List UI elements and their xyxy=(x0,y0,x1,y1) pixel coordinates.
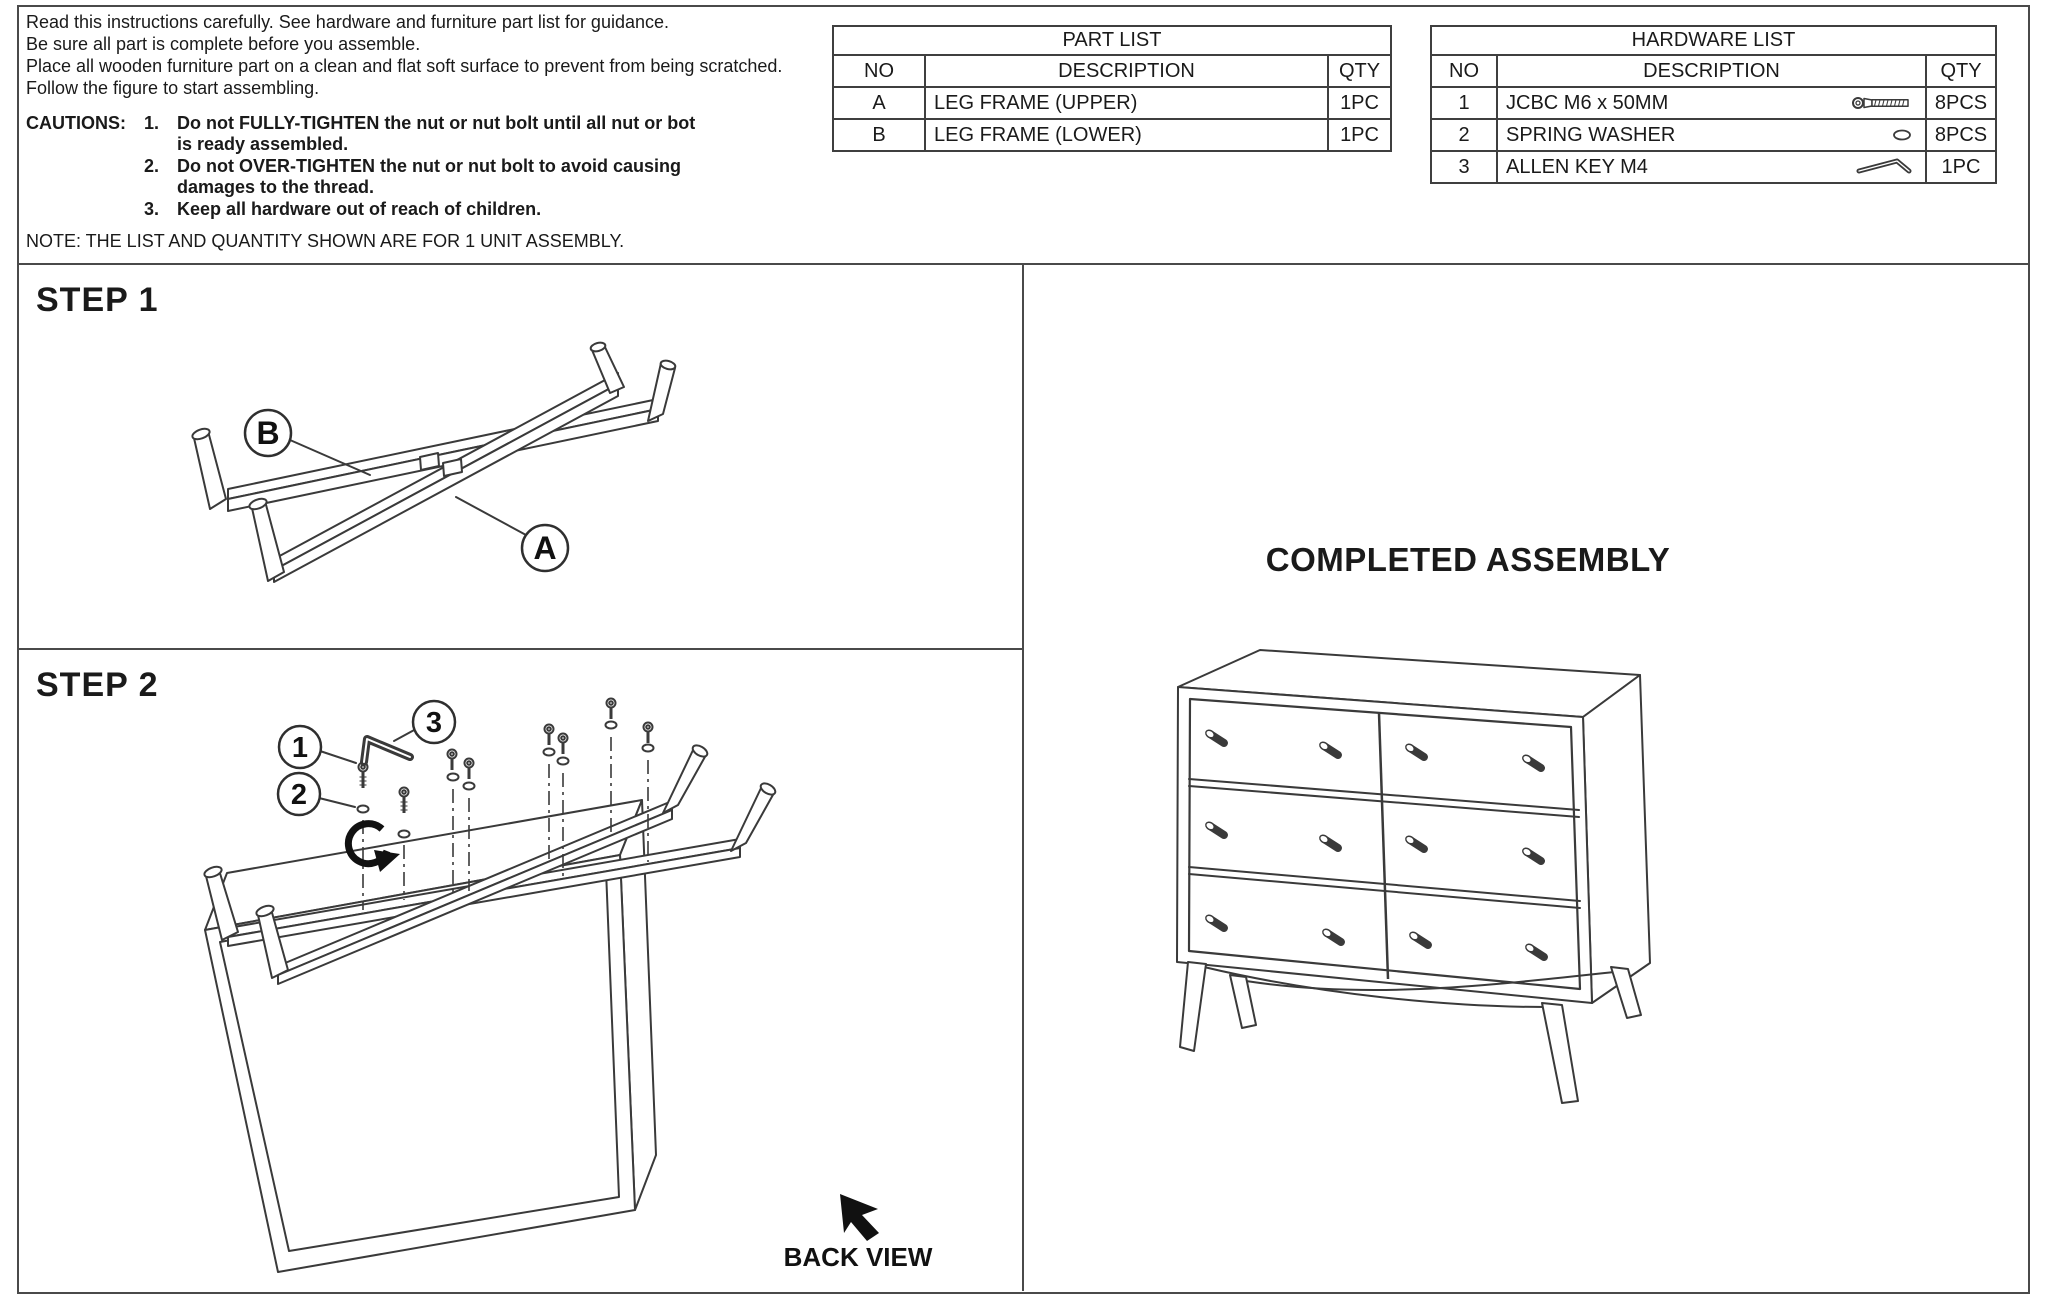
hardware-description: JCBC M6 x 50MM xyxy=(1506,91,1669,114)
col-no: NO xyxy=(1431,55,1497,87)
caution-text xyxy=(177,199,541,220)
step1-leg-frame-drawing xyxy=(18,263,1022,648)
caution-item xyxy=(144,199,816,220)
label-2 xyxy=(278,773,355,815)
part-list-table xyxy=(832,25,1392,152)
allen-key-icon xyxy=(1855,156,1917,178)
hardware-description: ALLEN KEY M4 xyxy=(1506,155,1648,178)
hardware-list-title: HARDWARE LIST xyxy=(1431,26,1996,55)
label-3 xyxy=(394,701,455,743)
table-row xyxy=(833,119,1391,151)
table-header-row xyxy=(1431,55,1996,87)
col-description: DESCRIPTION xyxy=(1497,55,1926,87)
bolt-icon xyxy=(1851,93,1917,113)
part-qty: 1PC xyxy=(1328,119,1391,151)
instructions-block xyxy=(26,11,782,99)
caution-number: 3. xyxy=(144,199,160,219)
spring-washer-icon xyxy=(1887,127,1917,143)
label-1 xyxy=(279,726,356,768)
caution-number: 1. xyxy=(144,113,160,133)
col-qty: QTY xyxy=(1926,55,1996,87)
hardware-no: 1 xyxy=(1431,87,1497,119)
cautions-label: CAUTIONS: xyxy=(26,113,126,133)
dresser-body xyxy=(1177,650,1650,1003)
hardware-qty: 8PCS xyxy=(1926,119,1996,151)
caution-text-line: Do not FULLY-TIGHTEN the nut or nut bolt until all nut or bot xyxy=(177,113,696,133)
label-a xyxy=(456,497,568,571)
caution-item xyxy=(144,156,816,198)
step2-title: STEP 2 xyxy=(36,666,159,704)
caution-text xyxy=(177,113,695,155)
part-description: LEG FRAME (LOWER) xyxy=(925,119,1328,151)
col-no: NO xyxy=(833,55,925,87)
hardware-no: 2 xyxy=(1431,119,1497,151)
note-line: NOTE: THE LIST AND QUANTITY SHOWN ARE FOR 1 UNIT ASSEMBLY. xyxy=(26,231,625,251)
part-description: LEG FRAME (UPPER) xyxy=(925,87,1328,119)
step2-panel xyxy=(18,648,1022,1292)
instruction-line: Read this instructions carefully. See hardware and furniture part list for guidance. xyxy=(26,12,669,32)
col-description: DESCRIPTION xyxy=(925,55,1328,87)
back-view-label: BACK VIEW xyxy=(783,1242,933,1272)
caution-text-line: damages to the thread. xyxy=(177,177,375,197)
col-qty: QTY xyxy=(1328,55,1391,87)
completed-assembly-title: COMPLETED ASSEMBLY xyxy=(1265,541,1671,578)
allen-key-drawing xyxy=(364,739,410,762)
completed-assembly-panel xyxy=(1022,263,2028,1292)
table-row xyxy=(1431,151,1996,183)
caution-item xyxy=(144,113,816,155)
cautions-block xyxy=(26,113,816,221)
part-no: A xyxy=(833,87,925,119)
part-no: B xyxy=(833,119,925,151)
hardware-description-cell xyxy=(1497,151,1926,183)
step2-assembly-drawing xyxy=(18,648,1022,1292)
table-header-row xyxy=(833,55,1391,87)
hardware-qty: 1PC xyxy=(1926,151,1996,183)
instruction-line: Be sure all part is complete before you assemble. xyxy=(26,34,421,54)
hardware-description-cell xyxy=(1497,87,1926,119)
back-view-arrow-icon xyxy=(840,1194,879,1241)
table-row xyxy=(833,87,1391,119)
table-row xyxy=(1431,119,1996,151)
caution-text-line: is ready assembled. xyxy=(177,134,349,154)
hardware-description-cell xyxy=(1497,119,1926,151)
hardware-no: 3 xyxy=(1431,151,1497,183)
part-qty: 1PC xyxy=(1328,87,1391,119)
step1-title: STEP 1 xyxy=(36,281,159,319)
hardware-list-table xyxy=(1430,25,1997,184)
label-b-text: B xyxy=(256,415,280,451)
label-1-text: 1 xyxy=(291,732,309,764)
dresser-drawing xyxy=(1022,263,2028,1292)
step1-panel xyxy=(18,263,1022,648)
hardware-qty: 8PCS xyxy=(1926,87,1996,119)
caution-text-line: Keep all hardware out of reach of children. xyxy=(177,199,542,219)
hardware-description: SPRING WASHER xyxy=(1506,123,1676,146)
label-3-text: 3 xyxy=(425,707,443,739)
label-a-text: A xyxy=(533,530,557,566)
label-2-text: 2 xyxy=(290,779,308,811)
instruction-line: Follow the figure to start assembling. xyxy=(26,78,320,98)
caution-number: 2. xyxy=(144,156,160,176)
caution-text xyxy=(177,156,681,198)
part-list-title: PART LIST xyxy=(833,26,1391,55)
caution-text-line: Do not OVER-TIGHTEN the nut or nut bolt to avoid causing xyxy=(177,156,681,176)
table-row xyxy=(1431,87,1996,119)
instruction-line: Place all wooden furniture part on a clean and flat soft surface to prevent from being scratched. xyxy=(26,56,783,76)
